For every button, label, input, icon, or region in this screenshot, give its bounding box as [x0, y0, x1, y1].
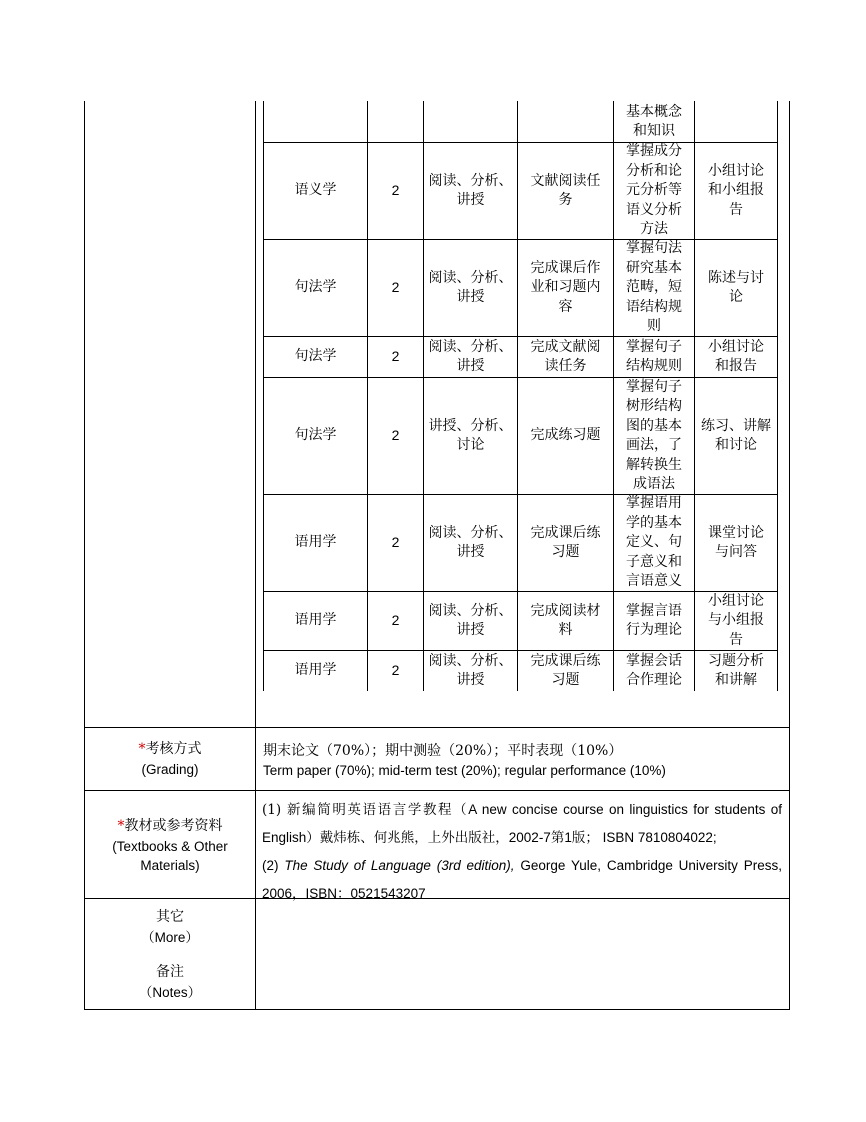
required-star: * — [117, 818, 125, 834]
schedule-cell-activity — [695, 337, 777, 377]
grading-label-en: (Grading) — [141, 761, 199, 777]
schedule-task-text: 完成文献阅 读任务 — [530, 338, 601, 374]
schedule-task-text: 完成课后练 习题 — [530, 652, 601, 688]
materials-content — [262, 796, 782, 908]
schedule-task-text: 完成练习题 — [530, 427, 601, 444]
schedule-cell-activity — [695, 143, 777, 239]
schedule-cell-topic — [264, 143, 367, 239]
schedule-cell-topic — [264, 651, 367, 691]
grading-line-en: Term paper (70%); mid-term test (20%); regular performance (10%) — [263, 763, 666, 778]
schedule-task-text: 完成阅读材 料 — [530, 602, 601, 638]
schedule-topic-text: 语义学 — [294, 182, 337, 199]
schedule-cell-hours — [368, 143, 423, 239]
schedule-cell-task — [518, 378, 613, 494]
schedule-cell-goal — [614, 378, 694, 494]
schedule-cell-topic — [264, 240, 367, 336]
schedule-cell-hours — [368, 378, 423, 494]
schedule-cell-method — [424, 495, 517, 591]
reference-2-title: The Study of Language (3rd edition), — [284, 858, 515, 873]
schedule-cell-method — [424, 102, 517, 142]
notes-label — [85, 963, 255, 1002]
schedule-cell-activity — [695, 592, 777, 650]
required-star: * — [138, 741, 146, 757]
schedule-cell-topic — [264, 495, 367, 591]
schedule-topic-text: 语用学 — [294, 612, 337, 629]
materials-label — [85, 817, 255, 876]
materials-label-cn: 教材或参考资料 — [124, 818, 223, 834]
schedule-cell-task — [518, 337, 613, 377]
schedule-cell-task — [518, 143, 613, 239]
schedule-activity-text: 小组讨论 和报告 — [708, 338, 764, 374]
schedule-task-text: 完成课后练 习题 — [530, 524, 601, 560]
schedule-activity-text: 练习、讲解 和讨论 — [701, 417, 771, 453]
outer-bottom-border — [84, 1009, 790, 1010]
schedule-cell-hours — [368, 592, 423, 650]
schedule-hours-text: 2 — [391, 279, 400, 296]
schedule-cell-method — [424, 651, 517, 691]
schedule-activity-text: 习题分析 和讲解 — [708, 652, 764, 688]
schedule-topic-text: 语用学 — [294, 534, 337, 551]
schedule-method-text: 阅读、分析、 讲授 — [428, 524, 513, 560]
schedule-hours-text: 2 — [391, 612, 400, 629]
schedule-cell-topic — [264, 378, 367, 494]
schedule-cell-method — [424, 378, 517, 494]
schedule-cell-hours — [368, 337, 423, 377]
schedule-goal-text: 掌握成分 分析和论 元分析等 语义分析 方法 — [626, 143, 682, 238]
schedule-goal-text: 掌握语用 学的基本 定义、句 子意义和 言语意义 — [626, 495, 682, 590]
grading-label — [85, 740, 255, 779]
materials-label-en-1: (Textbooks & Other — [112, 838, 228, 854]
schedule-cell-activity — [695, 495, 777, 591]
schedule-method-text: 阅读、分析、 讲授 — [428, 338, 513, 374]
schedule-activity-text: 课堂讨论 与问答 — [708, 524, 764, 560]
schedule-cell-goal — [614, 592, 694, 650]
schedule-topic-text: 句法学 — [294, 348, 337, 365]
more-label — [85, 908, 255, 947]
schedule-cell-activity — [695, 102, 777, 142]
schedule-hours-text: 2 — [391, 534, 400, 551]
schedule-column-line — [777, 101, 778, 691]
schedule-activity-text: 小组讨论 与小组报 告 — [708, 592, 764, 648]
schedule-cell-topic — [264, 102, 367, 142]
schedule-cell-goal — [614, 337, 694, 377]
schedule-cell-method — [424, 337, 517, 377]
schedule-cell-task — [518, 651, 613, 691]
schedule-method-text: 讲授、分析、 讨论 — [428, 417, 513, 453]
outer-right-border — [789, 101, 790, 1010]
schedule-hours-text: 2 — [391, 662, 400, 679]
notes-label-en: （Notes） — [138, 984, 202, 1000]
schedule-method-text: 阅读、分析、 讲授 — [428, 269, 513, 305]
schedule-cell-hours — [368, 240, 423, 336]
schedule-cell-task — [518, 592, 613, 650]
schedule-hours-text: 2 — [391, 348, 400, 365]
schedule-activity-text: 陈述与讨 论 — [708, 269, 764, 305]
materials-top-divider — [84, 790, 790, 791]
more-label-en: （More） — [141, 929, 199, 945]
schedule-cell-task — [518, 495, 613, 591]
schedule-topic-text: 句法学 — [294, 427, 337, 444]
schedule-goal-text: 掌握言语 行为理论 — [626, 602, 682, 638]
schedule-goal-text: 掌握句子 树形结构 图的基本 画法，了 解转换生 成语法 — [626, 378, 682, 492]
schedule-cell-activity — [695, 378, 777, 494]
schedule-cell-activity — [695, 651, 777, 691]
schedule-method-text: 阅读、分析、 讲授 — [428, 652, 513, 688]
schedule-goal-text: 掌握句子 结构规则 — [626, 338, 682, 374]
schedule-cell-topic — [264, 337, 367, 377]
schedule-cell-goal — [614, 240, 694, 336]
materials-label-en-2: Materials) — [140, 858, 200, 873]
schedule-cell-goal — [614, 102, 694, 142]
reference-1: (1) 新编简明英语语言学教程（A new concise course on linguistics for students of English）戴炜栋、何兆熊，上外出版社，2002-7第1版； ISBN 7810804022; — [262, 802, 782, 846]
schedule-cell-goal — [614, 651, 694, 691]
schedule-cell-goal — [614, 143, 694, 239]
schedule-task-text: 完成课后作 业和习题内 容 — [530, 259, 601, 315]
schedule-hours-text: 2 — [391, 427, 400, 444]
schedule-goal-text: 基本概念 和知识 — [626, 103, 682, 139]
schedule-cell-hours — [368, 102, 423, 142]
schedule-cell-activity — [695, 240, 777, 336]
schedule-cell-topic — [264, 592, 367, 650]
schedule-method-text: 阅读、分析、 讲授 — [428, 602, 513, 638]
schedule-cell-method — [424, 592, 517, 650]
schedule-goal-text: 掌握会话 合作理论 — [626, 652, 682, 688]
reference-2: (2) The Study of Language (3rd edition), George Yule, Cambridge University Press, 2006，ISBN：0521543207 — [262, 858, 783, 901]
grading-line-cn: 期末论文（70%）；期中测验（20%）；平时表现（10%） — [263, 743, 623, 759]
schedule-cell-method — [424, 240, 517, 336]
notes-label-cn: 备注 — [156, 964, 184, 980]
schedule-activity-text: 小组讨论 和小组报 告 — [708, 162, 764, 218]
schedule-method-text: 阅读、分析、 讲授 — [428, 172, 513, 208]
schedule-hours-text: 2 — [391, 182, 400, 199]
grading-top-divider — [84, 727, 790, 728]
schedule-goal-text: 掌握句法 研究基本 范畴，短 语结构规 则 — [626, 240, 682, 335]
more-label-cn: 其它 — [156, 909, 184, 925]
schedule-cell-hours — [368, 651, 423, 691]
schedule-cell-goal — [614, 495, 694, 591]
schedule-topic-text: 句法学 — [294, 279, 337, 296]
grading-label-cn: 考核方式 — [145, 741, 202, 757]
schedule-cell-task — [518, 102, 613, 142]
schedule-cell-task — [518, 240, 613, 336]
grading-content — [263, 741, 783, 781]
schedule-cell-hours — [368, 495, 423, 591]
schedule-topic-text: 语用学 — [294, 662, 337, 679]
label-column-divider — [255, 101, 256, 1010]
schedule-cell-method — [424, 143, 517, 239]
schedule-task-text: 文献阅读任 务 — [530, 172, 601, 208]
